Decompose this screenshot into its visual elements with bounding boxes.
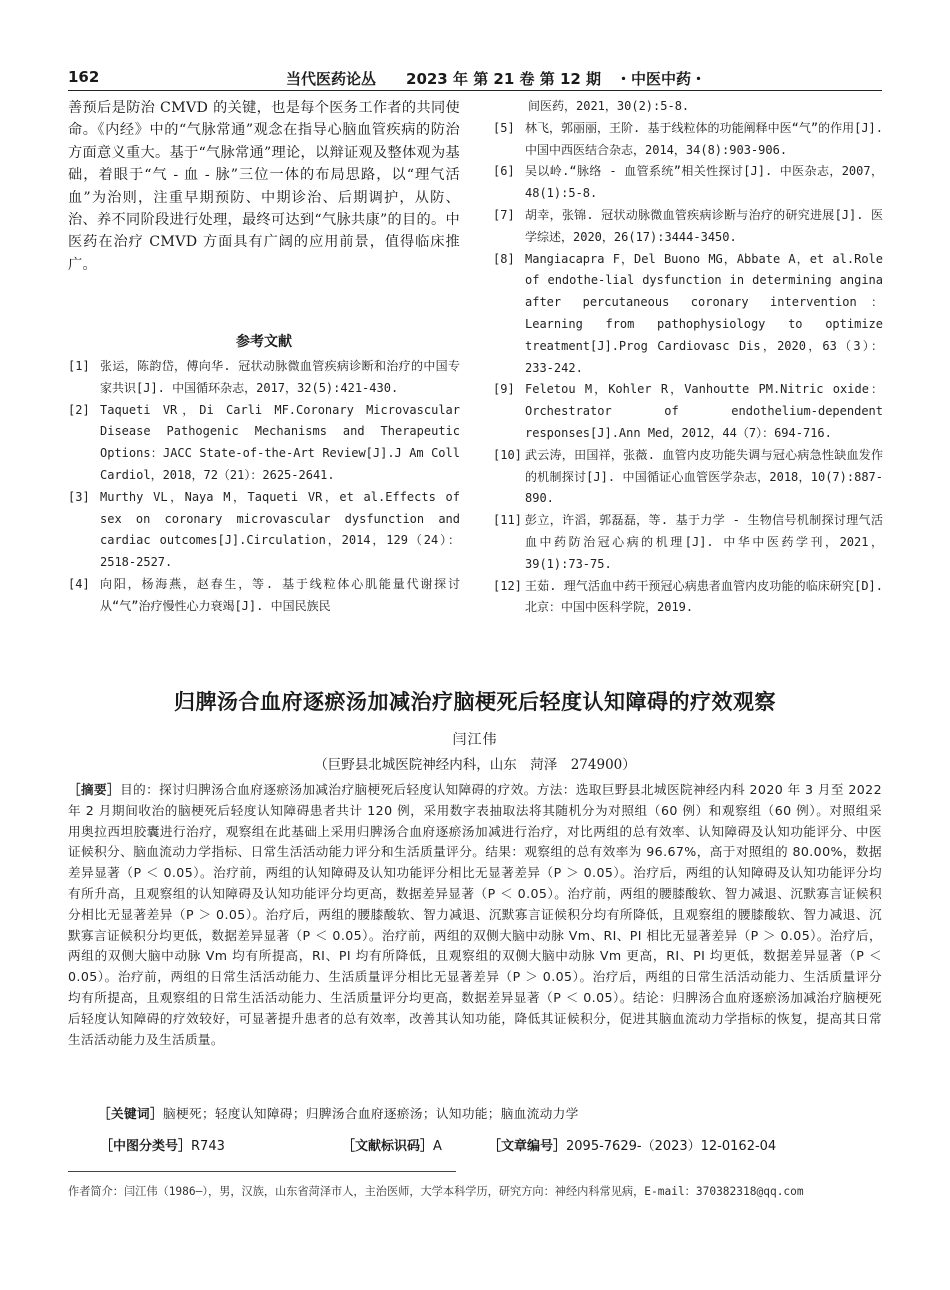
reference-text: 彭立，许滔，郭磊磊，等. 基于力学 - 生物信号机制探讨理气活血中药防治冠心病的机理[J]. 中华中医药学刊，2021，39(1):73-75. xyxy=(525,513,883,571)
doc-code-label: ［文献标识码］ xyxy=(342,1139,434,1154)
article-author: 闫江伟 xyxy=(452,732,498,748)
references-heading: 参考文献 xyxy=(236,334,292,350)
keywords xyxy=(68,1104,882,1125)
reference-item xyxy=(493,379,883,444)
reference-item xyxy=(68,356,460,400)
reference-number: [6] xyxy=(493,164,515,179)
article-number xyxy=(488,1135,776,1154)
header-rule xyxy=(68,90,882,91)
classification-line xyxy=(68,1135,882,1155)
doc-code-value: A xyxy=(433,1139,442,1154)
reference-item xyxy=(68,574,460,618)
clc-number xyxy=(100,1135,225,1154)
reference-text: Taqueti VR，Di Carli MF.Coronary Microvascular Disease Pathogenic Mechanisms and Therapeutic Options：JACC State-of-the-Art Review[J].J Am Coll Cardiol，2018，72（21）：2625-2641. xyxy=(100,402,460,482)
clc-label: ［中图分类号］ xyxy=(100,1139,192,1154)
reference-item xyxy=(493,510,883,575)
article-number-value: 2095-7629-（2023）12-0162-04 xyxy=(566,1139,777,1154)
keywords-text: 脑梗死；轻度认知障碍；归脾汤合血府逐瘀汤；认知功能；脑血流动力学 xyxy=(162,1106,579,1121)
reference-item xyxy=(68,487,460,574)
reference-number: [8] xyxy=(493,251,515,266)
author-affiliation: （巨野县北城医院神经内科，山东 菏泽 274900） xyxy=(314,757,636,773)
article-title: 归脾汤合血府逐瘀汤加减治疗脑梗死后轻度认知障碍的疗效观察 xyxy=(174,690,776,714)
reference-item xyxy=(493,576,883,620)
references-right-column xyxy=(493,96,883,619)
abstract xyxy=(68,780,882,1050)
reference-text: Mangiacapra F，Del Buono MG，Abbate A，et al.Role of endothe-lial dysfunction in determining angina after percutaneous coronary intervention：Learning from pathophysiology to optimize treatment[J].Prog Cardiovasc Dis，2020，63（3）：233-242. xyxy=(525,251,883,375)
reference-text: 林飞，郭丽丽，王阶. 基于线粒体的功能阐释中医“气”的作用[J]. 中国中西医结合杂志，2014，34(8):903-906. xyxy=(525,120,883,157)
reference-text: Murthy VL，Naya M，Taqueti VR，et al.Effects of sex on coronary microvascular dysfunction and cardiac outcomes[J].Circulation，2014，129（24）：2518-2527. xyxy=(100,489,460,570)
reference-text: 武云涛，田国祥，张薇. 血管内皮功能失调与冠心病急性缺血发作的机制探讨[J]. 中国循证心血管医学杂志，2018，10(7):887-890. xyxy=(525,447,883,506)
reference-text: 胡幸，张锦. 冠状动脉微血管疾病诊断与治疗的研究进展[J]. 医学综述，2020，26(17):3444-3450. xyxy=(525,207,883,244)
article-number-label: ［文章编号］ xyxy=(488,1139,567,1154)
reference-text: 向阳，杨海燕，赵春生，等. 基于线粒体心肌能量代谢探讨从“气”治疗慢性心力衰竭[J]. 中国民族民 xyxy=(100,576,460,613)
reference-text: 张运，陈韵岱，傅向华. 冠状动脉微血管疾病诊断和治疗的中国专家共识[J]. 中国循环杂志，2017，32(5):421-430. xyxy=(100,359,460,395)
document-code xyxy=(342,1135,442,1154)
reference-number: [10] xyxy=(493,447,522,462)
author-footnote: 作者简介：闫江伟（1986—），男，汉族，山东省菏泽市人，主治医师，大学本科学历，研究方向：神经内科常见病，E-mail：370382318@qq.com xyxy=(68,1185,804,1198)
reference-number: [9] xyxy=(493,382,515,397)
reference-item xyxy=(493,249,883,380)
reference-number: [12] xyxy=(493,578,522,593)
reference-number: [5] xyxy=(493,120,515,135)
journal-info: 当代医药论丛 2023 年 第 21 卷 第 12 期 ・中医中药・ xyxy=(286,70,707,88)
reference-number: [7] xyxy=(493,207,515,222)
abstract-label: ［摘要］ xyxy=(68,782,121,797)
reference-number: [2] xyxy=(68,402,90,417)
reference-number: [3] xyxy=(68,489,90,504)
reference-item xyxy=(493,118,883,162)
clc-value: R743 xyxy=(191,1139,225,1154)
reference-number: [1] xyxy=(68,359,90,373)
reference-item xyxy=(68,400,460,487)
keywords-label: ［关键词］ xyxy=(98,1106,163,1121)
reference-number: [11] xyxy=(493,513,522,528)
running-header xyxy=(68,68,882,90)
reference-continuation: 间医药，2021，30(2):5-8. xyxy=(528,99,690,113)
reference-text: 王茹. 理气活血中药干预冠心病患者血管内皮功能的临床研究[D]. 北京：中国中医科学院，2019. xyxy=(525,578,883,615)
abstract-text: 目的：探讨归脾汤合血府逐瘀汤加减治疗脑梗死后轻度认知障碍的疗效。方法：选取巨野县北城医院神经内科 2020 年 3 月至 2022 年 2 月期间收治的脑梗死后轻度认知障碍患者共计 120 例，采用数字表抽取法将其随机分为对照组（60 例）和观察组（60 例）。对照组采用奥拉西坦胶囊进行治疗，观察组在此基础上采用归脾汤合血府逐瘀汤加减进行治疗，对比两组的总有效率、认知障碍及认知功能评分、中医证候积分、脑血流动力学指标、日常生活活动能力评分和生活质量评分。结果：观察组的总有效率为 96.67%，高于对照组的 80.00%，数据差异显著（P ＜ 0.05）。治疗前，两组的认知障碍及认知功能评分相比无显著差异（P ＞ 0.05）。治疗后，两组的认知障碍及认知功能评分均有所升高，且观察组的认知障碍及认知功能评分均更高，数据差异显著（P ＜ 0.05）。治疗前，两组的腰膝酸软、智力减退、沉默寡言证候积分相比无显著差异（P ＞ 0.05）。治疗后，两组的腰膝酸软、智力减退、沉默寡言证候积分均有所降低，且观察组的腰膝酸软、智力减退、沉默寡言证候积分均更低，数据差异显著（P ＜ 0.05）。治疗前，两组的双侧大脑中动脉 Vm、RI、PI 相比无显著差异（P ＞ 0.05）。治疗后，两组的双侧大脑中动脉 Vm 均有所提高，RI、PI 均有所降低，且观察组的双侧大脑中动脉 Vm 更高，RI、PI 均更低，数据差异显著（P ＜ 0.05）。治疗前，两组的日常生活活动能力、生活质量评分相比无显著差异（P ＞ 0.05）。治疗后，两组的日常生活活动能力、生活质量评分均有所提高，且观察组的日常生活活动能力、生活质量评分均更高，数据差异显著（P ＜ 0.05）。结论：归脾汤合血府逐瘀汤加减治疗脑梗死后轻度认知障碍的疗效较好，可显著提升患者的总有效率，改善其认知功能，降低其证候积分，促进其脑血流动力学指标的恢复，提高其日常生活活动能力及生活质量。 xyxy=(68,782,882,1047)
reference-text: 吴以岭.“脉络 - 血管系统”相关性探讨[J]. 中医杂志，2007，48(1):5-8. xyxy=(525,164,883,201)
reference-item xyxy=(493,205,883,249)
reference-text: Feletou M，Kohler R，Vanhoutte PM.Nitric oxide：Orchestrator of endothelium-dependent responses[J].Ann Med，2012，44（7）：694-716. xyxy=(525,382,883,440)
footnote-rule xyxy=(68,1171,456,1172)
reference-number: [4] xyxy=(68,576,90,591)
page-number: 162 xyxy=(68,68,100,86)
reference-item xyxy=(493,445,883,510)
reference-item xyxy=(493,161,883,205)
body-paragraph: 善预后是防治 CMVD 的关键，也是每个医务工作者的共同使命。《内经》中的“气脉常通”观念在指导心脑血管疾病的防治方面意义重大。基于“气脉常通”理论，以辩证观及整体观为基础，着眼于“气 - 血 - 脉”三位一体的布局思路，以“理气活血”为治则，注重早期预防、中期诊治、后期调护，从防、治、养不同阶段进行处理，最终可达到“气脉共康”的目的。中医药在治疗 CMVD 方面具有广阔的应用前景，值得临床推广。 xyxy=(68,100,460,273)
references-left-column xyxy=(68,356,460,618)
